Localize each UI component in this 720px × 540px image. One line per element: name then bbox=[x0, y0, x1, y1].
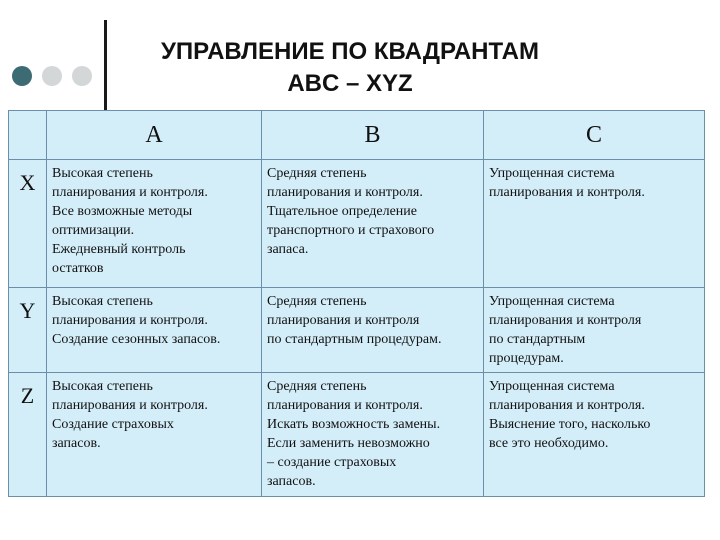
table-row-z bbox=[9, 373, 705, 497]
cell-line: планирования и контроля. bbox=[267, 185, 423, 200]
dot-light-icon bbox=[72, 66, 92, 86]
cell-line: по стандартным процедурам. bbox=[267, 332, 442, 347]
cell-line: Упрощенная система bbox=[489, 379, 615, 394]
cell-line: Упрощенная система bbox=[489, 166, 615, 181]
cell-line: планирования и контроля. bbox=[52, 185, 208, 200]
cell-line: остатков bbox=[52, 261, 104, 276]
cell-line: запасов. bbox=[267, 474, 316, 489]
cell-line: Средняя степень bbox=[267, 294, 367, 309]
cell-line: Высокая степень bbox=[52, 379, 153, 394]
cell-line: запасов. bbox=[52, 436, 101, 451]
corner-cell bbox=[9, 111, 47, 160]
cell-line: Искать возможность замены. bbox=[267, 417, 441, 432]
cell-line: планирования и контроля. bbox=[489, 398, 645, 413]
cell-line: планирования и контроля. bbox=[52, 398, 208, 413]
cell-y-a bbox=[47, 288, 262, 373]
title-line-2: ABC – XYZ bbox=[287, 70, 413, 97]
cell-line: процедурам. bbox=[489, 351, 564, 366]
cell-line: Если заменить невозможно bbox=[267, 436, 430, 451]
cell-line: планирования и контроля. bbox=[267, 398, 423, 413]
cell-line: Упрощенная система bbox=[489, 294, 615, 309]
cell-line: Создание страховых bbox=[52, 417, 174, 432]
cell-z-b bbox=[262, 373, 484, 497]
row-label-x: X bbox=[9, 160, 47, 288]
quadrant-table bbox=[8, 110, 705, 497]
cell-x-a bbox=[47, 160, 262, 288]
row-label-z: Z bbox=[9, 373, 47, 497]
cell-line: Высокая степень bbox=[52, 294, 153, 309]
cell-y-b bbox=[262, 288, 484, 373]
cell-line: Ежедневный контроль bbox=[52, 242, 186, 257]
dot-light-icon bbox=[42, 66, 62, 86]
col-header-c: C bbox=[484, 111, 705, 160]
cell-line: оптимизации. bbox=[52, 223, 135, 238]
cell-z-c bbox=[484, 373, 705, 497]
cell-line: запаса. bbox=[267, 242, 309, 257]
cell-line: планирования и контроля bbox=[267, 313, 420, 328]
cell-line: все это необходимо. bbox=[489, 436, 609, 451]
cell-x-c bbox=[484, 160, 705, 288]
cell-line: Средняя степень bbox=[267, 379, 367, 394]
cell-line: Средняя степень bbox=[267, 166, 367, 181]
cell-line: по стандартным bbox=[489, 332, 586, 347]
cell-line: планирования и контроля. bbox=[489, 185, 645, 200]
cell-z-a bbox=[47, 373, 262, 497]
title-line-1: УПРАВЛЕНИЕ ПО КВАДРАНТАМ bbox=[161, 38, 539, 65]
col-header-a: A bbox=[47, 111, 262, 160]
cell-line: Высокая степень bbox=[52, 166, 153, 181]
cell-line: Все возможные методы bbox=[52, 204, 193, 219]
slide-title bbox=[115, 36, 585, 100]
cell-x-b bbox=[262, 160, 484, 288]
cell-y-c bbox=[484, 288, 705, 373]
col-header-b: B bbox=[262, 111, 484, 160]
cell-line: Тщательное определение bbox=[267, 204, 417, 219]
header-row bbox=[9, 111, 705, 160]
cell-line: Выяснение того, насколько bbox=[489, 417, 651, 432]
dot-dark-icon bbox=[12, 66, 32, 86]
cell-line: планирования и контроля bbox=[489, 313, 642, 328]
row-label-y: Y bbox=[9, 288, 47, 373]
decorative-dots bbox=[12, 66, 96, 86]
table-row-y bbox=[9, 288, 705, 373]
cell-line: Создание сезонных запасов. bbox=[52, 332, 221, 347]
cell-line: – создание страховых bbox=[267, 455, 397, 470]
table-row-x bbox=[9, 160, 705, 288]
cell-line: транспортного и страхового bbox=[267, 223, 435, 238]
cell-line: планирования и контроля. bbox=[52, 313, 208, 328]
